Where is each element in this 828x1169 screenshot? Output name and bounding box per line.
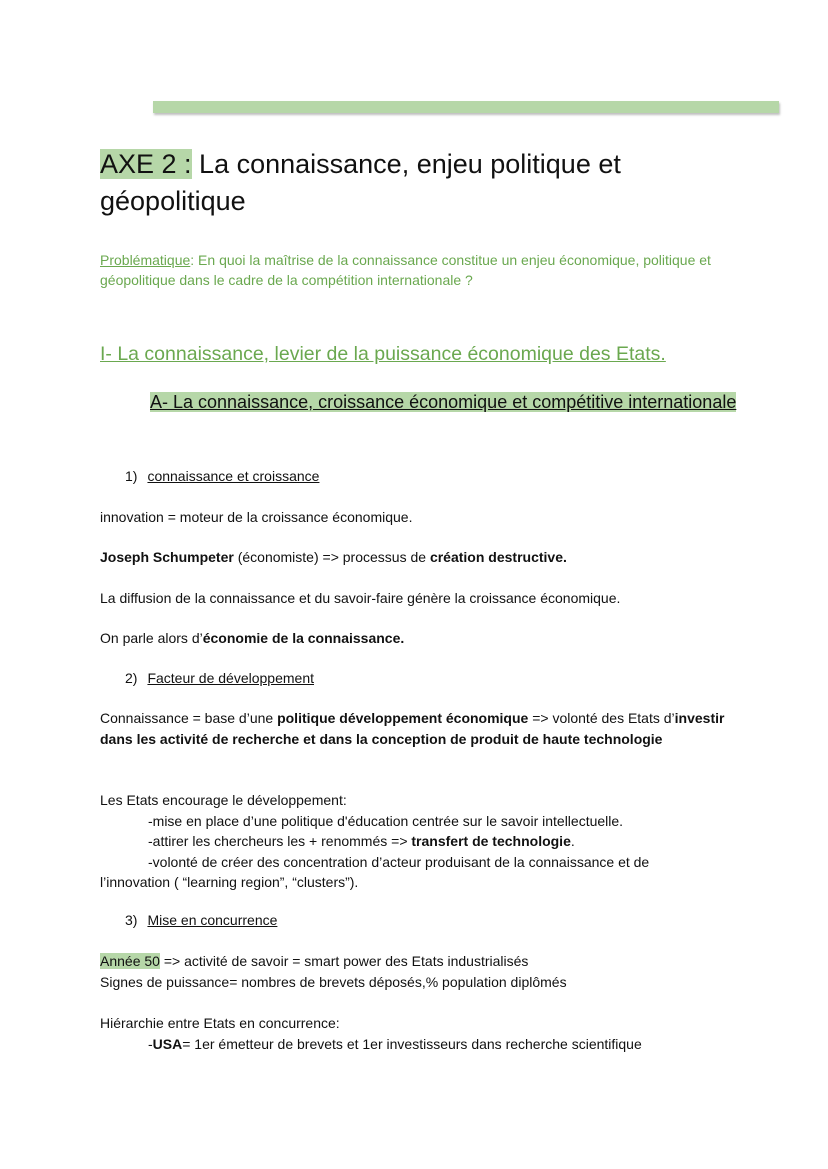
bold-text: investir dans les activité de recherche et dans la conception de produit de haute technologie bbox=[100, 710, 725, 747]
title-prefix: AXE 2 : bbox=[100, 149, 192, 179]
text-span: = 1er émetteur de brevets et 1er investisseurs dans recherche scientifique bbox=[182, 1035, 642, 1052]
numbered-item-2 bbox=[125, 668, 314, 688]
list-intro: Les Etats encourage le développement: bbox=[100, 792, 347, 808]
paragraph-economie bbox=[100, 628, 740, 649]
paragraph-etats-encourage bbox=[100, 790, 740, 893]
section-heading-1: I- La connaissance, levier de la puissance économique des Etats. bbox=[100, 343, 666, 365]
item-number: 3) bbox=[125, 912, 138, 928]
bold-text: Joseph Schumpeter bbox=[100, 549, 234, 565]
text-span: On parle alors d’ bbox=[100, 630, 203, 646]
numbered-item-3 bbox=[125, 910, 277, 930]
subsection-heading-a-text: A- La connaissance, croissance économique et compétitive internationale bbox=[150, 392, 737, 412]
item-label: connaissance et croissance bbox=[147, 468, 320, 484]
problematique bbox=[100, 250, 750, 290]
paragraph-innovation: innovation = moteur de la croissance économique. bbox=[100, 509, 413, 525]
item-label: Mise en concurrence bbox=[147, 912, 278, 928]
item-label: Facteur de développement bbox=[147, 670, 315, 686]
text-span: => activité de savoir = smart power des Etats industrialisés bbox=[159, 953, 529, 969]
list-item: -mise en place d’une politique d'éducation centrée sur le savoir intellectuelle. bbox=[148, 812, 624, 829]
text-span: - bbox=[148, 1035, 153, 1052]
text-span: Signes de puissance= nombres de brevets déposés,% population diplômés bbox=[100, 973, 567, 990]
paragraph-schumpeter bbox=[100, 547, 740, 568]
problematique-label: Problématique bbox=[100, 252, 191, 268]
title-text: La connaissance, enjeu politique et géopolitique bbox=[100, 149, 621, 216]
bold-text: économie de la connaissance. bbox=[202, 630, 405, 646]
list-item bbox=[100, 1034, 740, 1055]
item-number: 2) bbox=[125, 670, 138, 686]
list-intro: Hiérarchie entre Etats en concurrence: bbox=[100, 1015, 340, 1031]
paragraph-connaissance-base bbox=[100, 708, 740, 749]
paragraph-annee-50 bbox=[100, 951, 740, 992]
page-title bbox=[100, 146, 740, 220]
bold-text: création destructive. bbox=[429, 549, 567, 565]
item-number: 1) bbox=[125, 468, 138, 484]
list-item-continuation: l’innovation ( “learning region”, “clusters”). bbox=[100, 874, 359, 890]
header-decorative-bar bbox=[153, 101, 779, 113]
paragraph-hierarchie bbox=[100, 1013, 740, 1054]
list-item bbox=[100, 831, 740, 852]
text-span: => volonté des Etats d’ bbox=[528, 710, 675, 726]
text-span: . bbox=[570, 833, 575, 849]
highlighted-text: Année 50 bbox=[100, 953, 160, 969]
text-span: Connaissance = base d’une bbox=[100, 710, 278, 726]
subsection-heading-a bbox=[100, 390, 740, 415]
bold-text: politique développement économique bbox=[277, 710, 529, 726]
bold-text: transfert de technologie bbox=[411, 833, 571, 849]
list-item: -volonté de créer des concentration d’acteur produisant de la connaissance et de bbox=[148, 853, 650, 870]
numbered-item-1 bbox=[125, 466, 319, 486]
bold-text: USA bbox=[152, 1035, 183, 1052]
paragraph-diffusion: La diffusion de la connaissance et du savoir-faire génère la croissance économique. bbox=[100, 590, 621, 606]
text-span: (économiste) => processus de bbox=[233, 549, 430, 565]
problematique-text: : En quoi la maîtrise de la connaissance constitue un enjeu économique, politique et géopolitique dans le cadre de la compétition internationale ? bbox=[100, 252, 711, 288]
text-span: -attirer les chercheurs les + renommés => bbox=[148, 833, 412, 849]
